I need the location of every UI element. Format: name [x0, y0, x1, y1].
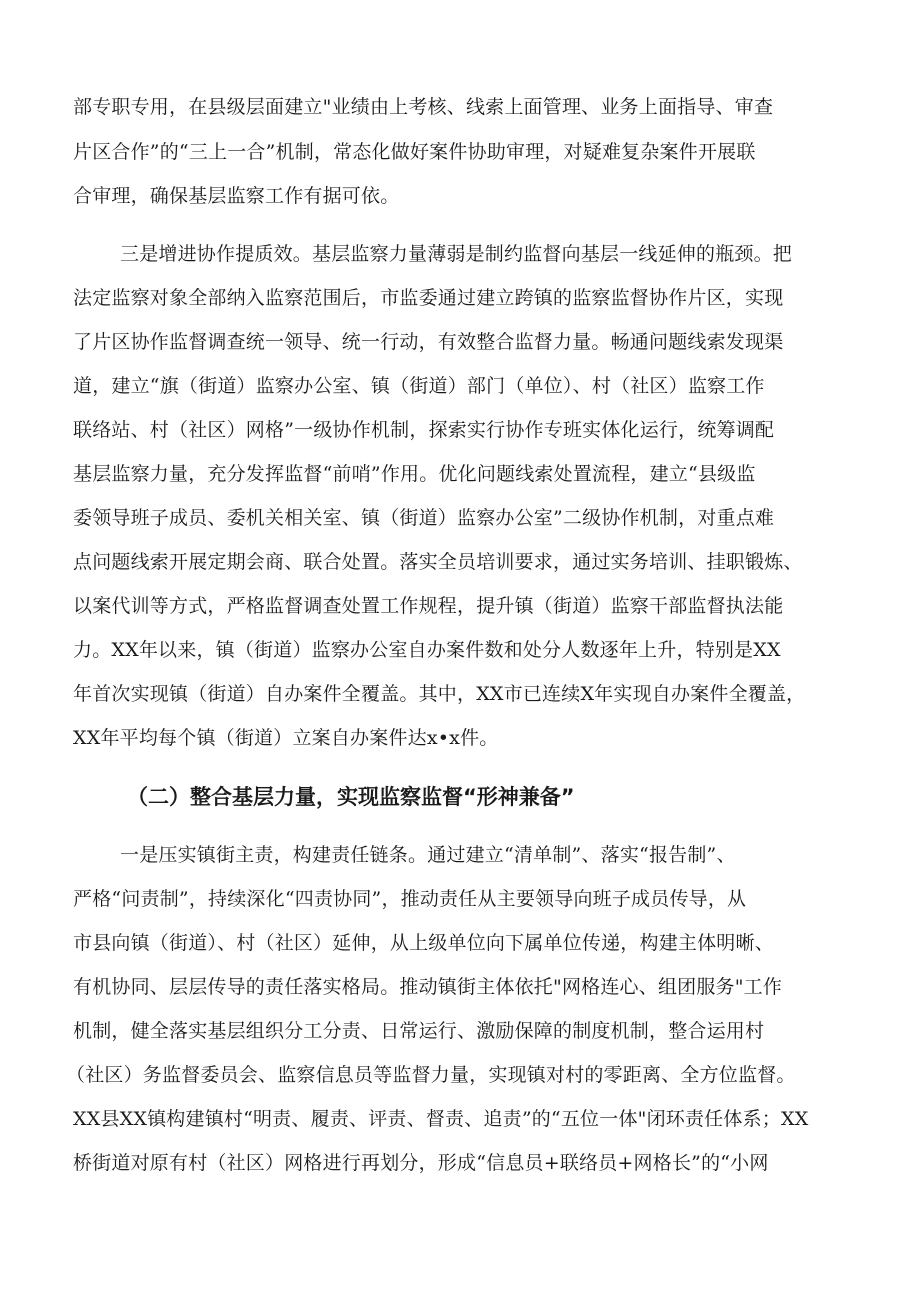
paragraph-2-line-6: 基层监察力量，充分发挥监督“前哨”作用。优化问题线索处置流程，建立“县级监 — [73, 463, 756, 485]
paragraph-1-line-1: 部专职专用，在县级层面建立"业绩由上考核、线索上面管理、业务上面指导、审查 — [73, 96, 774, 118]
paragraph-2-line-11: 年首次实现镇（街道）自办案件全覆盖。其中，XX市已连续X年实现自办案件全覆盖， — [73, 683, 806, 705]
paragraph-2-line-1: 三是增进协作提质效。基层监察力量薄弱是制约监督向基层一线延伸的瓶颈。把 — [120, 243, 793, 265]
paragraph-3-line-1: 一是压实镇街主责，构建责任链条。通过建立“清单制”、落实“报告制”、 — [120, 844, 736, 866]
paragraph-2-line-8: 点问题线索开展定期会商、联合处置。落实全员培训要求，通过实务培训、挂职锻炼、 — [73, 551, 803, 573]
paragraph-3-line-5: 机制，健全落实基层组织分工分责、日常运行、激励保障的制度机制，整合运用村 — [73, 1020, 765, 1042]
paragraph-3-line-7: XX县XX镇构建镇村“明责、履责、评责、督责、追责”的“五位一体"闭环责任体系；XX — [73, 1108, 809, 1130]
paragraph-3-line-4: 有机协同、层层传导的责任落实格局。推动镇街主体依托"网格连心、组团服务"工作 — [73, 976, 783, 998]
paragraph-1-line-3: 合审理，确保基层监察工作有据可依。 — [73, 185, 400, 207]
paragraph-2-line-4: 道，建立“旗（街道）监察办公室、镇（街道）部门（单位）、村（社区）监察工作 — [73, 375, 765, 397]
paragraph-3-line-3: 市县向镇（街道）、村（社区）延伸，从上级单位向下属单位传递，构建主体明晰、 — [73, 932, 774, 954]
paragraph-2-line-12: XX年平均每个镇（街道）立案自办案件达x•x件。 — [73, 727, 499, 749]
paragraph-3-line-8: 桥街道对原有村（社区）网格进行再划分，形成“信息员+联络员+网格长”的“小网 — [73, 1152, 769, 1174]
section-heading: （二）整合基层力量，实现监察监督“形神兼备” — [127, 785, 575, 809]
paragraph-2-line-2: 法定监察对象全部纳入监察范围后，市监委通过建立跨镇的监察监督协作片区，实现 — [73, 287, 784, 309]
paragraph-3-line-6: （社区）务监督委员会、监察信息员等监督力量，实现镇对村的零距离、全方位监督。 — [66, 1064, 796, 1086]
paragraph-2-line-3: 了片区协作监督调查统一领导、统一行动，有效整合监督力量。畅通问题线索发现渠 — [73, 331, 784, 353]
paragraph-2-line-10: 力。XX年以来，镇（街道）监察办公室自办案件数和处分人数逐年上升，特别是XX — [73, 639, 781, 661]
paragraph-2-line-9: 以案代训等方式，严格监督调查处置工作规程，提升镇（街道）监察干部监督执法能 — [73, 595, 784, 617]
paragraph-1-line-2: 片区合作”的“三上一合”机制，常态化做好案件协助审理，对疑难复杂案件开展联 — [73, 141, 756, 163]
paragraph-2-line-7: 委领导班子成员、委机关相关室、镇（街道）监察办公室”二级协作机制，对重点难 — [73, 507, 775, 529]
paragraph-3-line-2: 严格“问责制”，持续深化“四责协同”，推动责任从主要领导向班子成员传导，从 — [73, 888, 747, 910]
paragraph-2-line-5: 联络站、村（社区）网格”一级协作机制，探索实行协作专班实体化运行，统筹调配 — [73, 419, 775, 441]
